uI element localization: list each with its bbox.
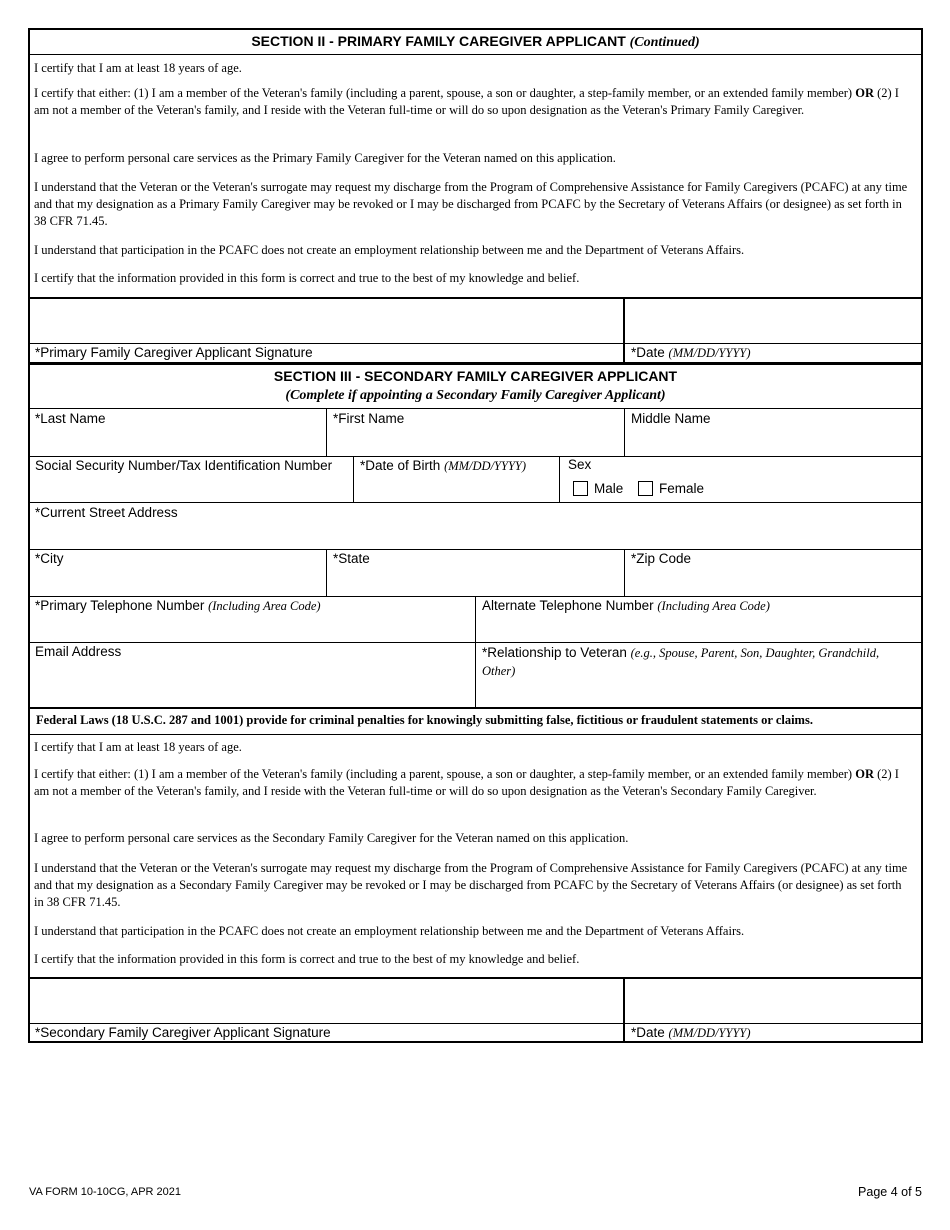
section3-certify-age: I certify that I am at least 18 years of age. (34, 740, 242, 754)
sex-label: Sex (568, 457, 592, 472)
primary-phone-field[interactable] (30, 615, 474, 641)
section2-title-suffix: (Continued) (629, 35, 700, 50)
section2-title (30, 33, 921, 51)
section3-subtitle-text: (Complete if appointing a Secondary Family Caregiver Applicant) (285, 388, 666, 403)
email-label: Email Address (35, 644, 122, 659)
ssn-label: Social Security Number/Tax Identification Number (35, 458, 333, 473)
section2-understand-employment: I understand that participation in the PCAFC does not create an employment relationship between me and the Department of Veterans Affairs. (34, 243, 745, 257)
relationship-hint-cont: Other) (482, 664, 516, 678)
section3-understand-employment: I understand that participation in the PCAFC does not create an employment relationship between me and the Department of Veterans Affairs. (34, 924, 745, 938)
secondary-signature-label: *Secondary Family Caregiver Applicant Signature (35, 1025, 331, 1040)
section2-certify-age: I certify that I am at least 18 years of age. (34, 61, 242, 75)
male-checkbox[interactable] (573, 481, 588, 496)
section2-agree-care: I agree to perform personal care services as the Primary Family Caregiver for the Veteran named on this application. (34, 151, 616, 165)
secondary-date-label-text: *Date (631, 1025, 665, 1040)
section3-certify-correct: I certify that the information provided in this form is correct and true to the best of my knowledge and belief. (34, 952, 580, 966)
primary-date-label-text: *Date (631, 345, 665, 360)
section2-or-text: OR (855, 86, 874, 100)
city-label: *City (35, 551, 64, 566)
section3-or-text: OR (855, 767, 874, 781)
relationship-label (482, 644, 918, 680)
divider (29, 1023, 922, 1024)
divider (29, 54, 922, 55)
state-label: *State (333, 551, 370, 566)
dob-format: (MM/DD/YYYY) (444, 459, 527, 473)
middle-name-label: Middle Name (631, 411, 711, 426)
divider (29, 549, 922, 550)
alternate-phone-label (482, 598, 770, 614)
relationship-field[interactable] (477, 682, 921, 706)
secondary-date-field[interactable] (625, 979, 921, 1022)
primary-phone-label-text: *Primary Telephone Number (35, 598, 205, 613)
secondary-date-format: (MM/DD/YYYY) (668, 1026, 751, 1040)
state-field[interactable] (328, 568, 623, 595)
form-id: VA FORM 10-10CG, APR 2021 (29, 1186, 182, 1198)
primary-phone-label (35, 598, 321, 614)
divider (29, 502, 922, 503)
section2-certify-family-b: (2) I am not a member of the Veteran's family, and I reside with the Veteran full-time or will do so upon designation as the Veteran's Primary Family Caregiver. (34, 86, 899, 117)
divider (29, 734, 922, 735)
middle-name-field[interactable] (626, 428, 921, 455)
section2-certify-family (34, 85, 914, 119)
page-number: Page 4 of 5 (858, 1185, 922, 1199)
section3-certify-family-b: (2) I am not a member of the Veteran's family, and I reside with the Veteran full-time or will do so upon designation as the Veteran's Secondary Family Caregiver. (34, 767, 899, 798)
dob-label-text: *Date of Birth (360, 458, 441, 473)
section3-agree-care: I agree to perform personal care services as the Secondary Family Caregiver for the Veteran named on this application. (34, 831, 629, 845)
dob-label (360, 458, 526, 474)
divider (29, 343, 922, 344)
first-name-label: *First Name (333, 411, 405, 426)
relationship-hint: (e.g., Spouse, Parent, Son, Daughter, Grandchild, (630, 646, 880, 660)
alternate-phone-label-text: Alternate Telephone Number (482, 598, 654, 613)
divider (29, 642, 922, 643)
section3-subtitle (30, 386, 921, 404)
street-address-label: *Current Street Address (35, 505, 178, 520)
section2-understand-discharge: I understand that the Veteran or the Veteran's surrogate may request my discharge from the Program of Comprehensive Assistance for Family Caregivers (PCAFC) at any time and that my designation as a Primary Family Caregiver may be revoked or I may be discharged from PCAFC by the Secretary of Veterans Affairs (or designee) as set forth in 38 CFR 71.45. (34, 180, 908, 228)
primary-signature-field[interactable] (30, 299, 623, 342)
zip-code-label: *Zip Code (631, 551, 692, 566)
last-name-label: *Last Name (35, 411, 106, 426)
section2-title-text: SECTION II - PRIMARY FAMILY CAREGIVER APPLICANT (251, 33, 626, 49)
alternate-phone-hint: (Including Area Code) (657, 599, 770, 613)
primary-signature-label: *Primary Family Caregiver Applicant Signature (35, 345, 313, 360)
divider (326, 408, 327, 456)
zip-code-field[interactable] (626, 568, 921, 595)
divider (29, 456, 922, 457)
female-checkbox[interactable] (638, 481, 653, 496)
divider (353, 456, 354, 502)
divider (559, 456, 560, 502)
section3-certify-family (34, 766, 914, 800)
alternate-phone-field[interactable] (477, 615, 921, 641)
email-field[interactable] (30, 662, 474, 706)
relationship-label-text: *Relationship to Veteran (482, 645, 627, 660)
divider (475, 596, 476, 707)
female-label: Female (659, 481, 705, 496)
secondary-signature-field[interactable] (30, 979, 623, 1022)
primary-date-format: (MM/DD/YYYY) (668, 346, 751, 360)
section2-certify-correct: I certify that the information provided in this form is correct and true to the best of my knowledge and belief. (34, 271, 580, 285)
primary-date-label (631, 345, 751, 361)
primary-date-field[interactable] (625, 299, 921, 342)
section2-certify-family-a: I certify that either: (1) I am a member of the Veteran's family (including a parent, spouse, a son or daughter, a step-family member, or an extended family member) (34, 86, 853, 100)
dob-field[interactable] (355, 476, 558, 501)
divider (29, 707, 922, 709)
divider (326, 549, 327, 596)
last-name-field[interactable] (30, 428, 325, 455)
divider (624, 408, 625, 456)
federal-laws-notice: Federal Laws (18 U.S.C. 287 and 1001) provide for criminal penalties for knowingly submitting false, fictitious or fraudulent statements or claims. (36, 713, 813, 727)
section3-certify-family-a: I certify that either: (1) I am a member of the Veteran's family (including a parent, spouse, a son or daughter, a step-family member, or an extended family member) (34, 767, 853, 781)
divider (29, 408, 922, 409)
divider (624, 549, 625, 596)
city-field[interactable] (30, 568, 325, 595)
secondary-date-label (631, 1025, 751, 1041)
male-label: Male (594, 481, 624, 496)
first-name-field[interactable] (328, 428, 623, 455)
section3-understand-discharge: I understand that the Veteran or the Veteran's surrogate may request my discharge from the Program of Comprehensive Assistance for Family Caregivers (PCAFC) at any time and that my designation as a Secondary Family Caregiver may be revoked or I may be discharged from PCAFC by the Secretary of Veterans Affairs (or designee) as set forth in 38 CFR 71.45. (34, 861, 908, 909)
primary-phone-hint: (Including Area Code) (208, 599, 321, 613)
ssn-field[interactable] (30, 476, 352, 501)
street-address-field[interactable] (30, 522, 921, 548)
section3-title: SECTION III - SECONDARY FAMILY CAREGIVER APPLICANT (273, 368, 678, 384)
